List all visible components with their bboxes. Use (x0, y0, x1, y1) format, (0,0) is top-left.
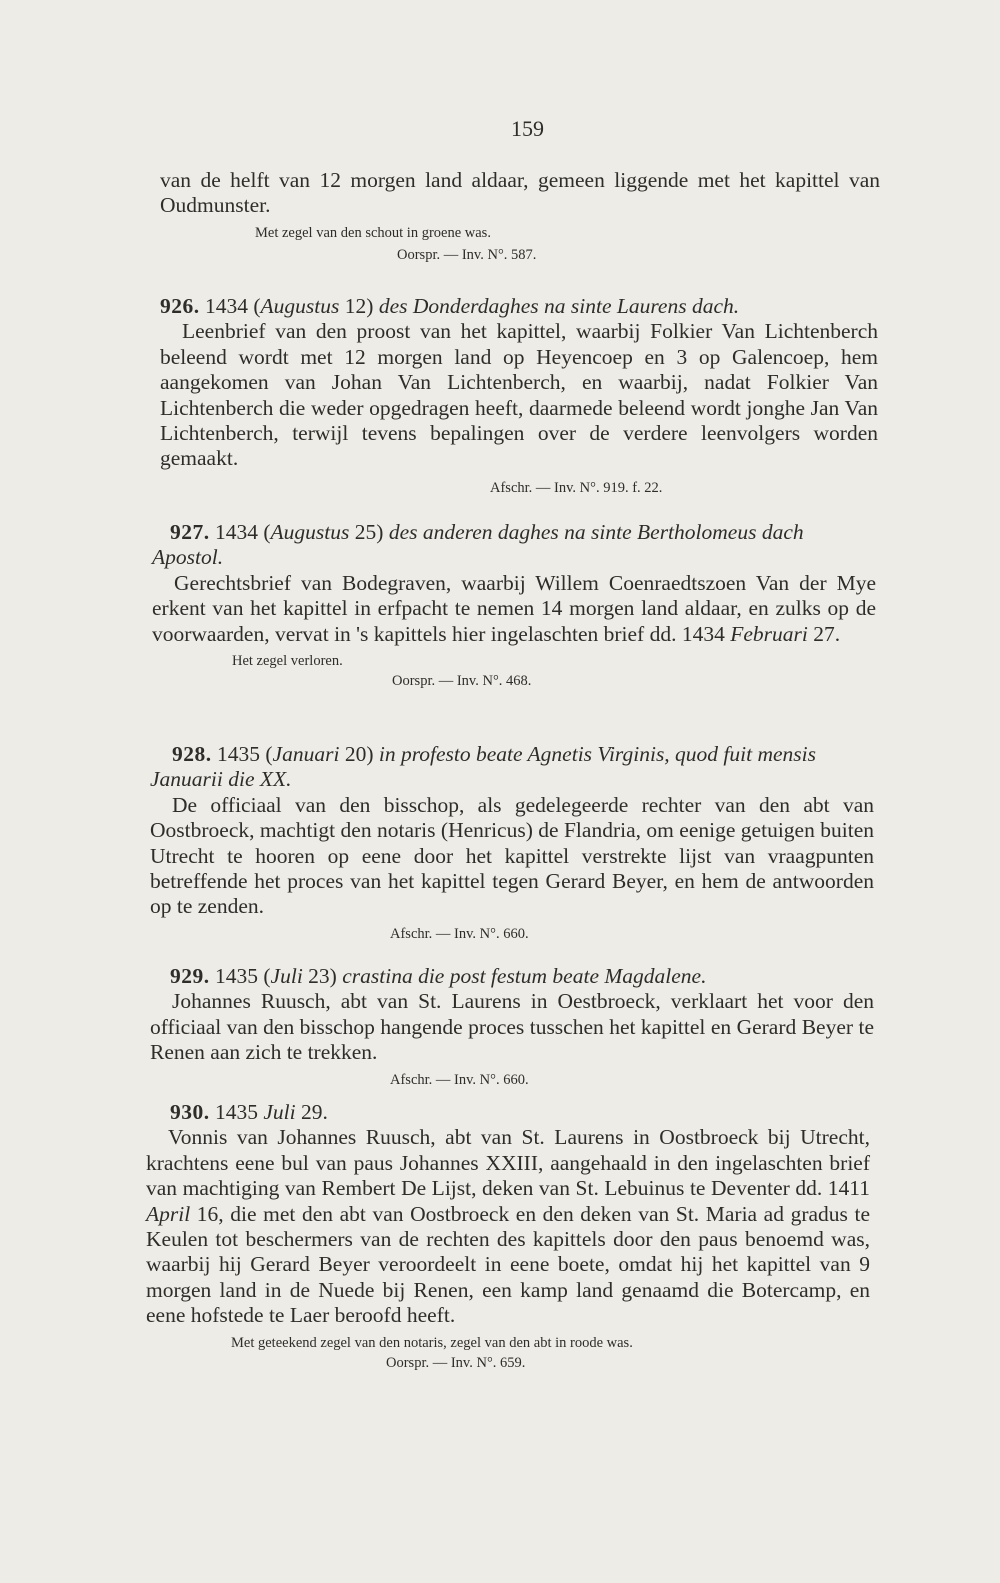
seal-note: Het zegel verloren. (232, 653, 343, 670)
entry-month: Juli (270, 964, 303, 988)
entry-body (152, 571, 876, 647)
entry-929 (150, 964, 874, 1090)
entry-body-day: 27. (807, 621, 841, 646)
source-reference: Afschr. — Inv. N°. 919. f. 22. (490, 479, 663, 496)
entry-926 (160, 294, 878, 498)
entry-feast-date: in profesto beate Agnetis Virginis, quod fuit mensis Januarii die XX. (150, 742, 817, 792)
entry-day: 25) (349, 520, 389, 544)
entry-month: Augustus (270, 520, 350, 544)
entry-year: 1435 (215, 964, 258, 988)
continuation-block (160, 168, 880, 265)
entry-body-month: Februari (730, 621, 808, 646)
seal-note: Met zegel van den schout in groene was. (255, 224, 491, 241)
entry-heading: 927. 1434 (Augustus 25) des anderen daghes na sinte Bertholomeus dach Apostol. (152, 520, 804, 570)
entry-heading: 929. 1435 (Juli 23) crastina die post festum beate Magdalene. (170, 964, 707, 988)
source-reference: Afschr. — Inv. N°. 660. (390, 925, 529, 942)
entry-928 (150, 742, 874, 944)
entry-year: 1435 (215, 1100, 258, 1124)
entry-body: Johannes Ruusch, abt van St. Laurens in Oestbroeck, verklaart het voor den officiaal van den bisschop hangende proces tusschen het kapittel en Gerard Beyer te Renen aan zich te trekken. (150, 989, 874, 1065)
entry-year: 1434 (205, 294, 248, 318)
entry-body (146, 1125, 870, 1328)
seal-note: Met geteekend zegel van den notaris, zegel van den abt in roode was. (231, 1334, 633, 1351)
entry-day: 12) (339, 294, 379, 318)
entry-body-month: April (146, 1201, 191, 1226)
entry-930 (146, 1100, 870, 1373)
entry-body-text-cont: 16, die met den abt van Oostbroeck en den deken van St. Maria ad gradus te Keulen tot beschermers van de rechten des kapittels door den paus benoemd was, waarbij hij Gerard Beyer veroordeelt in eene boete, omdat hij het kapittel van 9 morgen land in de Nuede bij Renen, een kamp land genaamd die Botercamp, en eene hofstede te Laer beroofd heeft. (146, 1201, 870, 1328)
entry-month: Juli (263, 1100, 296, 1124)
entry-day: 20) (339, 742, 379, 766)
entry-body-text: Vonnis van Johannes Ruusch, abt van St. Laurens in Oostbroeck bij Utrecht, krachtens eene bul van paus Johannes XXIII, aangehaald in den ingelaschten brief van machtiging van Rembert De Lijst, deken van St. Lebuinus te Deventer dd. 1411 (146, 1125, 870, 1201)
entry-body-text: Gerechtsbrief van Bodegraven, waarbij Willem Coenraedtszoen Van der Mye erkent van het kapittel in erfpacht te nemen 14 morgen land aldaar, en zulks op de voorwaarden, vervat in 's kapittels hier ingelaschten brief dd. 1434 (152, 570, 876, 646)
entry-month: Januari (272, 742, 340, 766)
entry-number: 927. (170, 520, 210, 544)
entry-number: 926. (160, 294, 200, 318)
entry-number: 928. (172, 742, 212, 766)
entry-heading: 928. 1435 (Januari 20) in profesto beate Agnetis Virginis, quod fuit mensis Januarii die XX. (150, 742, 817, 792)
continuation-text: van de helft van 12 morgen land aldaar, gemeen liggende met het kapittel van Oudmunster. (160, 168, 880, 218)
entry-feast-date: des Donderdaghes na sinte Laurens dach. (378, 294, 740, 318)
source-reference: Oorspr. — Inv. N°. 587. (397, 246, 537, 263)
entry-feast-date: des anderen daghes na sinte Bertholomeus dach Apostol. (152, 520, 804, 570)
entry-body: Leenbrief van den proost van het kapittel, waarbij Folkier Van Lichtenberch beleend wordt met 12 morgen land op Heyencoep en 3 op Galencoep, hem aangekomen van Johan Van Lichtenberch, en waarbij, nadat Folkier Van Lichtenberch die weder opgedragen heeft, daarmede beleend wordt jonghe Jan Van Lichtenberch, terwijl tevens bepalingen over de verdere leenvolgers worden gemaakt. (160, 319, 878, 471)
entry-heading: 926. 1434 (Augustus 12) des Donderdaghes na sinte Laurens dach. (160, 294, 740, 318)
source-reference: Afschr. — Inv. N°. 660. (390, 1071, 529, 1088)
entry-month: Augustus (260, 294, 340, 318)
entry-heading (146, 1100, 870, 1125)
source-reference: Oorspr. — Inv. N°. 468. (392, 673, 532, 690)
entry-year: 1434 (215, 520, 258, 544)
source-reference: Oorspr. — Inv. N°. 659. (386, 1354, 526, 1371)
entry-body: De officiaal van den bisschop, als gedelegeerde rechter van den abt van Oostbroeck, machtigt den notaris (Henricus) de Flandria, om eenige getuigen buiten Utrecht te hooren op eene door het kapittel verstrekte lijst van vraagpunten betreffende het proces van het kapittel tegen Gerard Beyer, en hem de antwoorden op te zenden. (150, 792, 874, 919)
entry-day: 29. (295, 1100, 328, 1124)
entry-day: 23) (302, 964, 343, 988)
entry-number: 929. (170, 964, 210, 988)
entry-number: 930. (170, 1100, 210, 1124)
entry-year: 1435 (217, 742, 260, 766)
entry-927 (152, 520, 876, 691)
page-number: 159 (511, 116, 544, 141)
entry-feast-date: crastina die post festum beate Magdalene. (342, 964, 707, 988)
